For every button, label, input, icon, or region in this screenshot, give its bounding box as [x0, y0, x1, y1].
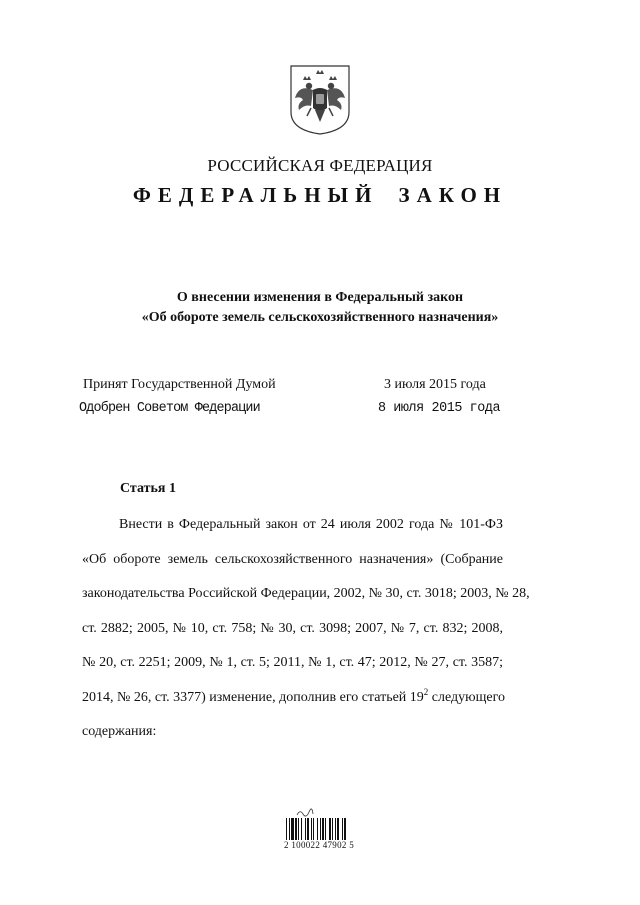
- barcode-bar: [298, 818, 299, 840]
- article-line: законодательства Российской Федерации, 2002, № 30, ст. 3018; 2003, № 28,: [82, 586, 530, 601]
- article-line: содержания:: [82, 724, 157, 739]
- barcode-bar: [332, 818, 333, 840]
- barcode-bar: [307, 818, 309, 840]
- barcode-bar: [301, 818, 302, 840]
- document-type-word2: ЗАКОН: [398, 183, 508, 207]
- article-line: «Об обороте земель сельскохозяйственного назначения» (Собрание: [82, 551, 503, 567]
- article-line-text: следующего: [428, 689, 505, 705]
- duma-adoption-date: 3 июля 2015 года: [384, 377, 486, 392]
- barcode-bar: [320, 818, 321, 840]
- article-line: [82, 681, 503, 716]
- barcode-bar: [337, 818, 339, 840]
- barcode-bar: [342, 818, 343, 840]
- article-heading: Статья 1: [120, 481, 176, 496]
- law-title-line1: О внесении изменения в Федеральный закон: [176, 290, 464, 305]
- barcode-bar: [313, 818, 314, 840]
- article-body: [82, 508, 530, 750]
- article-line-text: 2014, № 26, ст. 3377) изменение, дополнив его статьей 19: [82, 689, 424, 705]
- barcode-bar: [291, 818, 294, 840]
- document-type-word1: ФЕДЕРАЛЬНЫЙ: [132, 183, 379, 207]
- council-approval-date: 8 июля 2015 года: [378, 401, 501, 416]
- duma-adoption-label: Принят Государственной Думой: [83, 377, 276, 392]
- barcode-bar: [335, 818, 336, 840]
- barcode-bar: [329, 818, 331, 840]
- barcode-bar: [286, 818, 287, 840]
- barcode-bar: [322, 818, 324, 840]
- article-line: Внести в Федеральный закон от 24 июля 2002 года № 101-ФЗ: [119, 517, 503, 532]
- document-type: [0, 183, 640, 208]
- barcode-bar: [325, 818, 326, 840]
- coat-of-arms-icon: [289, 64, 351, 136]
- law-title-line2: «Об обороте земель сельскохозяйственного назначения»: [141, 310, 499, 325]
- article-line: ст. 2882; 2005, № 10, ст. 758; № 30, ст. 3098; 2007, № 7, ст. 832; 2008,: [82, 620, 503, 636]
- barcode-bar: [295, 818, 297, 840]
- barcode-bar: [317, 818, 318, 840]
- barcode-bar: [344, 818, 346, 840]
- superscript: 2: [423, 686, 429, 697]
- council-approval-label: Одобрен Советом Федерации: [79, 401, 260, 416]
- article-line: № 20, ст. 2251; 2009, № 1, ст. 5; 2011, № 1, ст. 47; 2012, № 27, ст. 3587;: [82, 655, 503, 670]
- country-name: РОССИЙСКАЯ ФЕДЕРАЦИЯ: [207, 156, 433, 175]
- barcode-bar: [305, 818, 306, 840]
- barcode: [286, 818, 372, 840]
- barcode-number: 2 100022 47902 5: [284, 840, 355, 850]
- barcode-bar: [289, 818, 290, 840]
- barcode-bar: [311, 818, 312, 840]
- law-title: [0, 288, 640, 328]
